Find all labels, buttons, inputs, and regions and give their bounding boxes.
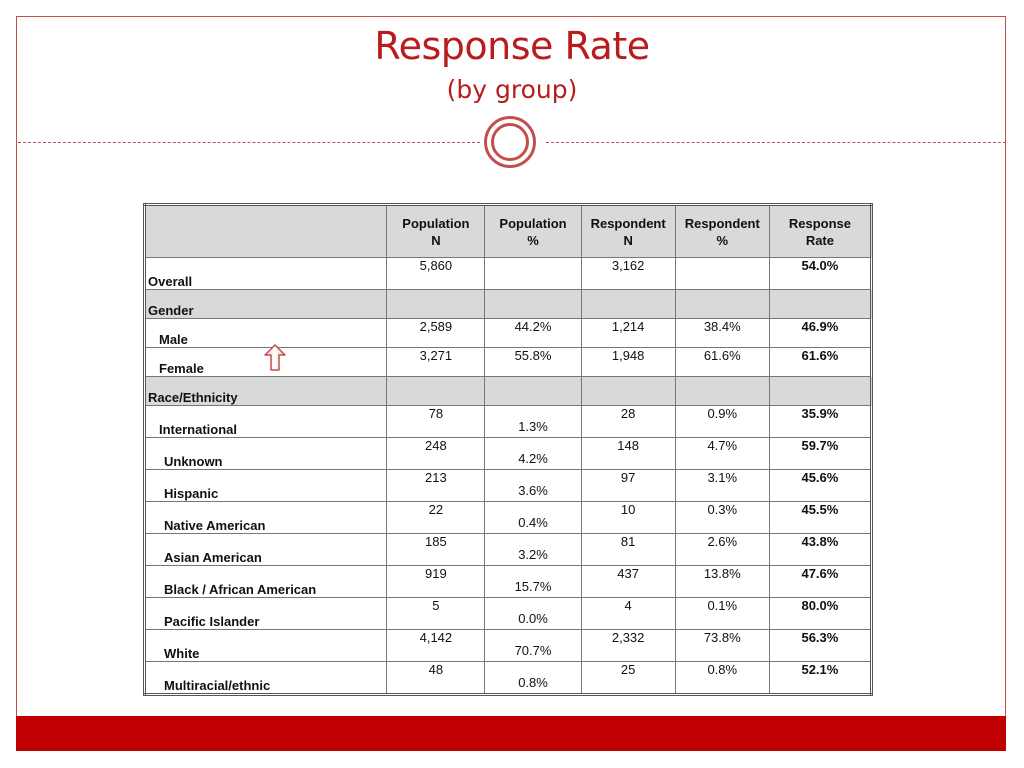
cell-population-pct: 15.7%	[485, 566, 581, 598]
cell-population-pct: 0.4%	[485, 502, 581, 534]
row-label: Asian American	[145, 534, 387, 566]
cell-population-pct: 3.2%	[485, 534, 581, 566]
row-label: Multiracial/ethnic	[145, 662, 387, 695]
section-heading: Gender	[145, 290, 387, 319]
table-row	[145, 598, 872, 630]
section-heading: Race/Ethnicity	[145, 377, 387, 406]
cell-respondent-pct	[675, 258, 769, 290]
cell-response-rate: 45.6%	[769, 470, 871, 502]
table-row	[145, 662, 872, 695]
cell-respondent-n: 10	[581, 502, 675, 534]
cell-response-rate: 54.0%	[769, 258, 871, 290]
row-label: Pacific Islander	[145, 598, 387, 630]
row-label: Male	[145, 319, 387, 348]
cell-population-n: 248	[387, 438, 485, 470]
divider-right	[546, 142, 1006, 143]
row-label: White	[145, 630, 387, 662]
cell-population-pct: 0.8%	[485, 662, 581, 695]
cell-population-n: 2,589	[387, 319, 485, 348]
cell-population-pct: 3.6%	[485, 470, 581, 502]
ring-ornament-icon	[484, 116, 536, 168]
header-respondent-pct: Respondent %	[675, 205, 769, 258]
cell-respondent-n: 2,332	[581, 630, 675, 662]
cell-respondent-n: 1,214	[581, 319, 675, 348]
cell-respondent-pct: 38.4%	[675, 319, 769, 348]
cell-respondent-n: 437	[581, 566, 675, 598]
row-label: Native American	[145, 502, 387, 534]
cell-respondent-pct: 0.3%	[675, 502, 769, 534]
cell-response-rate: 46.9%	[769, 319, 871, 348]
table-row	[145, 534, 872, 566]
cell-respondent-n: 28	[581, 406, 675, 438]
header-population-pct: Population %	[485, 205, 581, 258]
cell-population-pct: 1.3%	[485, 406, 581, 438]
cell-response-rate: 61.6%	[769, 348, 871, 377]
up-arrow-icon	[264, 344, 286, 372]
cell-population-n: 185	[387, 534, 485, 566]
cell-respondent-pct: 4.7%	[675, 438, 769, 470]
cell-respondent-n: 81	[581, 534, 675, 566]
table-row	[145, 502, 872, 534]
cell-response-rate: 47.6%	[769, 566, 871, 598]
row-label: Overall	[145, 258, 387, 290]
table-row	[145, 319, 872, 348]
cell-response-rate: 52.1%	[769, 662, 871, 695]
row-label: Unknown	[145, 438, 387, 470]
slide-subtitle: (by group)	[446, 75, 578, 104]
cell-population-n: 3,271	[387, 348, 485, 377]
row-label: Black / African American	[145, 566, 387, 598]
footer-bar	[16, 716, 1006, 751]
cell-population-n: 213	[387, 470, 485, 502]
header-group-label	[145, 205, 387, 258]
table-row	[145, 566, 872, 598]
cell-respondent-n: 148	[581, 438, 675, 470]
row-label-cell	[145, 348, 387, 377]
cell-population-n: 5	[387, 598, 485, 630]
cell-population-pct: 0.0%	[485, 598, 581, 630]
header-response-rate: Response Rate	[769, 205, 871, 258]
cell-respondent-n: 3,162	[581, 258, 675, 290]
cell-population-pct: 44.2%	[485, 319, 581, 348]
header-population-n: Population N	[387, 205, 485, 258]
cell-respondent-pct: 0.8%	[675, 662, 769, 695]
section-row-race	[145, 377, 872, 406]
cell-respondent-n: 25	[581, 662, 675, 695]
cell-respondent-pct: 3.1%	[675, 470, 769, 502]
table-row	[145, 470, 872, 502]
cell-respondent-pct: 61.6%	[675, 348, 769, 377]
cell-response-rate: 59.7%	[769, 438, 871, 470]
cell-respondent-pct: 73.8%	[675, 630, 769, 662]
cell-response-rate: 35.9%	[769, 406, 871, 438]
row-label: Hispanic	[145, 470, 387, 502]
table-header-row	[145, 205, 872, 258]
divider-left	[18, 142, 480, 143]
cell-population-pct: 70.7%	[485, 630, 581, 662]
row-label: International	[145, 406, 387, 438]
cell-population-pct: 55.8%	[485, 348, 581, 377]
cell-population-n: 78	[387, 406, 485, 438]
cell-response-rate: 43.8%	[769, 534, 871, 566]
response-rate-table	[143, 203, 873, 696]
cell-respondent-pct: 0.9%	[675, 406, 769, 438]
cell-response-rate: 80.0%	[769, 598, 871, 630]
cell-population-n: 48	[387, 662, 485, 695]
cell-population-n: 4,142	[387, 630, 485, 662]
cell-response-rate: 45.5%	[769, 502, 871, 534]
table-row	[145, 438, 872, 470]
table-row	[145, 348, 872, 377]
section-row-gender	[145, 290, 872, 319]
table-row-overall	[145, 258, 872, 290]
cell-respondent-pct: 13.8%	[675, 566, 769, 598]
row-label: Female	[159, 361, 204, 376]
cell-population-n: 919	[387, 566, 485, 598]
cell-respondent-n: 4	[581, 598, 675, 630]
table-row	[145, 630, 872, 662]
cell-respondent-pct: 2.6%	[675, 534, 769, 566]
cell-population-n: 5,860	[387, 258, 485, 290]
cell-population-pct	[485, 258, 581, 290]
cell-population-pct: 4.2%	[485, 438, 581, 470]
header-respondent-n: Respondent N	[581, 205, 675, 258]
cell-respondent-pct: 0.1%	[675, 598, 769, 630]
cell-population-n: 22	[387, 502, 485, 534]
cell-respondent-n: 97	[581, 470, 675, 502]
cell-response-rate: 56.3%	[769, 630, 871, 662]
table-row	[145, 406, 872, 438]
slide-title: Response Rate	[374, 24, 650, 68]
cell-respondent-n: 1,948	[581, 348, 675, 377]
